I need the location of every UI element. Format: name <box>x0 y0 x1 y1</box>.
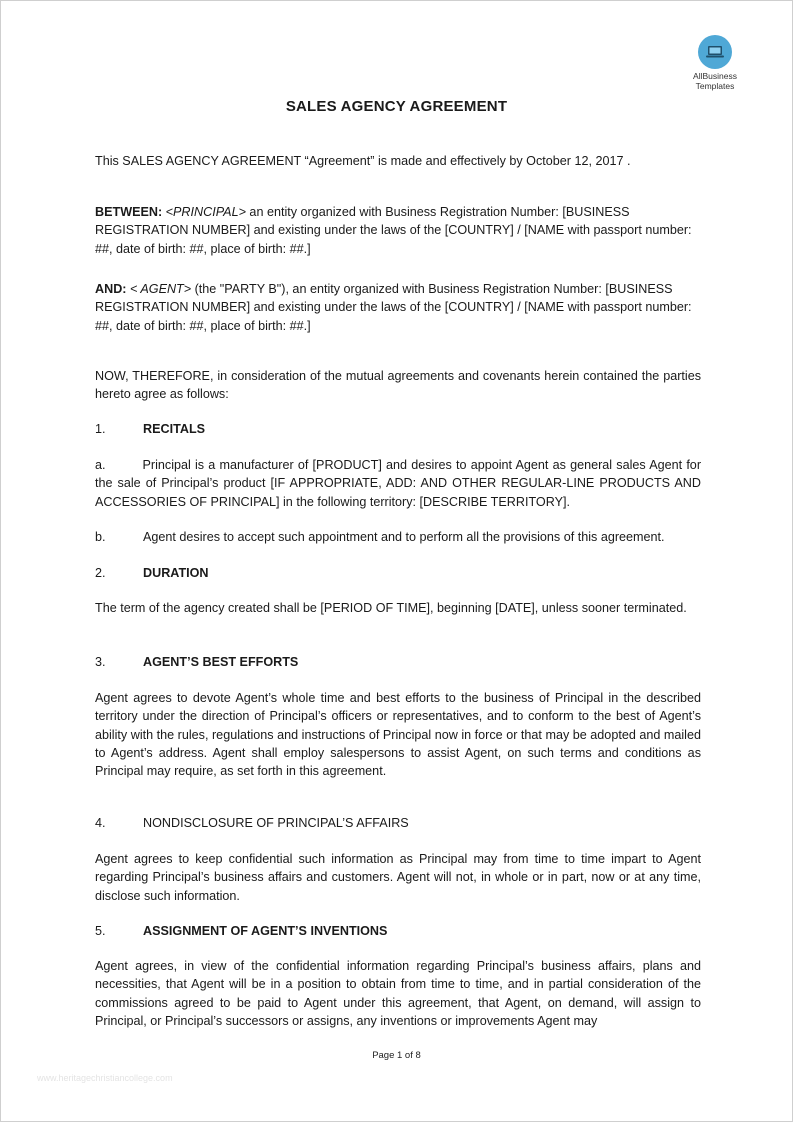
and-paragraph <box>95 280 701 335</box>
section-title: NONDISCLOSURE OF PRINCIPAL’S AFFAIRS <box>143 816 409 830</box>
section-number: 4. <box>95 816 106 830</box>
recital-a-first-line: Principal is a manufacturer of [PRODUCT] and desires to appoint Agent as general sales Agent <box>142 458 683 472</box>
section-title: DURATION <box>143 566 209 580</box>
section-title: ASSIGNMENT OF AGENT’S INVENTIONS <box>143 924 388 938</box>
recital-a-number: a. <box>95 458 106 472</box>
page-number: Page 1 of 8 <box>372 1050 421 1061</box>
inventions-paragraph: Agent agrees, in view of the confidential information regarding Principal’s business affairs, plans and necessities, that Agent will be in a position to obtain from time to time, and in partial consideration of the commissions agreed to be paid to Agent under this agreement, that Agent, on demand, will assign to Principal, or Principal’s successors or assigns, any inventions or improvements Agent may <box>95 959 701 1028</box>
duration-paragraph: The term of the agency created shall be [PERIOD OF TIME], beginning [DATE], unless sooner terminated. <box>95 601 687 615</box>
best-efforts-paragraph: Agent agrees to devote Agent’s whole time and best efforts to the business of Principal in the described territory under the direction of Principal’s officers or representatives, and to conform to the best of Agent’s ability with the rules, regulations and instructions of Principal now in force or that may be adopted and mailed to Agent’s address. Agent shall employ salespersons to assist Agent, on such terms and conditions as Principal may require, as set forth in this agreement. <box>95 691 701 779</box>
section-title: RECITALS <box>143 422 206 436</box>
intro-paragraph: This SALES AGENCY AGREEMENT “Agreement” is made and effectively by October 12, 2017 . <box>95 154 631 168</box>
logo-text <box>683 71 747 91</box>
laptop-icon <box>705 44 725 60</box>
recital-a-rest: for the sale of Principal’s product [IF APPROPRIATE, ADD: AND OTHER REGULAR-LINE PRODUCTS AND ACCESSORIES OF PRINCIPAL] in the following territory: [DESCRIBE TERRITORY]. <box>95 458 702 509</box>
and-text: (the "PARTY B"), an entity organized with Business Registration Number: [BUSINESS REGISTRATION NUMBER] and existing under the laws of the [COUNTRY] / [NAME with passport number: ##, date of birth: ##, place of birth: ##.] <box>95 282 692 333</box>
allbusiness-logo[interactable] <box>683 35 747 91</box>
recital-b-number: b. <box>95 530 106 544</box>
agent-placeholder: < AGENT> <box>129 282 192 296</box>
watermark-text: www.heritagechristiancollege.com <box>37 1073 173 1083</box>
and-label: AND: <box>95 282 127 296</box>
section-title: AGENT’S BEST EFFORTS <box>143 655 299 669</box>
recital-b-text: Agent desires to accept such appointment and to perform all the provisions of this agreement. <box>143 530 665 544</box>
section-number: 3. <box>95 655 106 669</box>
logo-badge <box>698 35 732 69</box>
logo-line1: AllBusiness <box>693 71 737 81</box>
now-therefore-paragraph: NOW, THEREFORE, in consideration of the mutual agreements and covenants herein contained the parties hereto agree as follows: <box>95 369 701 402</box>
section-number: 5. <box>95 924 106 938</box>
between-paragraph <box>95 203 701 258</box>
nondisclosure-paragraph: Agent agrees to keep confidential such information as Principal may from time to time impart to Agent regarding Principal’s business affairs and customers. Agent will not, in whole or in part, now or at any time, disclose such information. <box>95 852 701 903</box>
between-label: BETWEEN: <box>95 205 163 219</box>
between-text: an entity organized with Business Registration Number: [BUSINESS REGISTRATION NUMBER] and existing under the laws of the [COUNTRY] / [NAME with passport number: ##, date of birth: ##, place of birth: ##.] <box>95 205 692 256</box>
recital-a <box>95 456 701 511</box>
document-title: SALES AGENCY AGREEMENT <box>285 98 508 115</box>
principal-placeholder: <PRINCIPAL> <box>165 205 246 219</box>
logo-line2: Templates <box>695 81 735 91</box>
section-number: 1. <box>95 422 106 436</box>
section-number: 2. <box>95 566 106 580</box>
